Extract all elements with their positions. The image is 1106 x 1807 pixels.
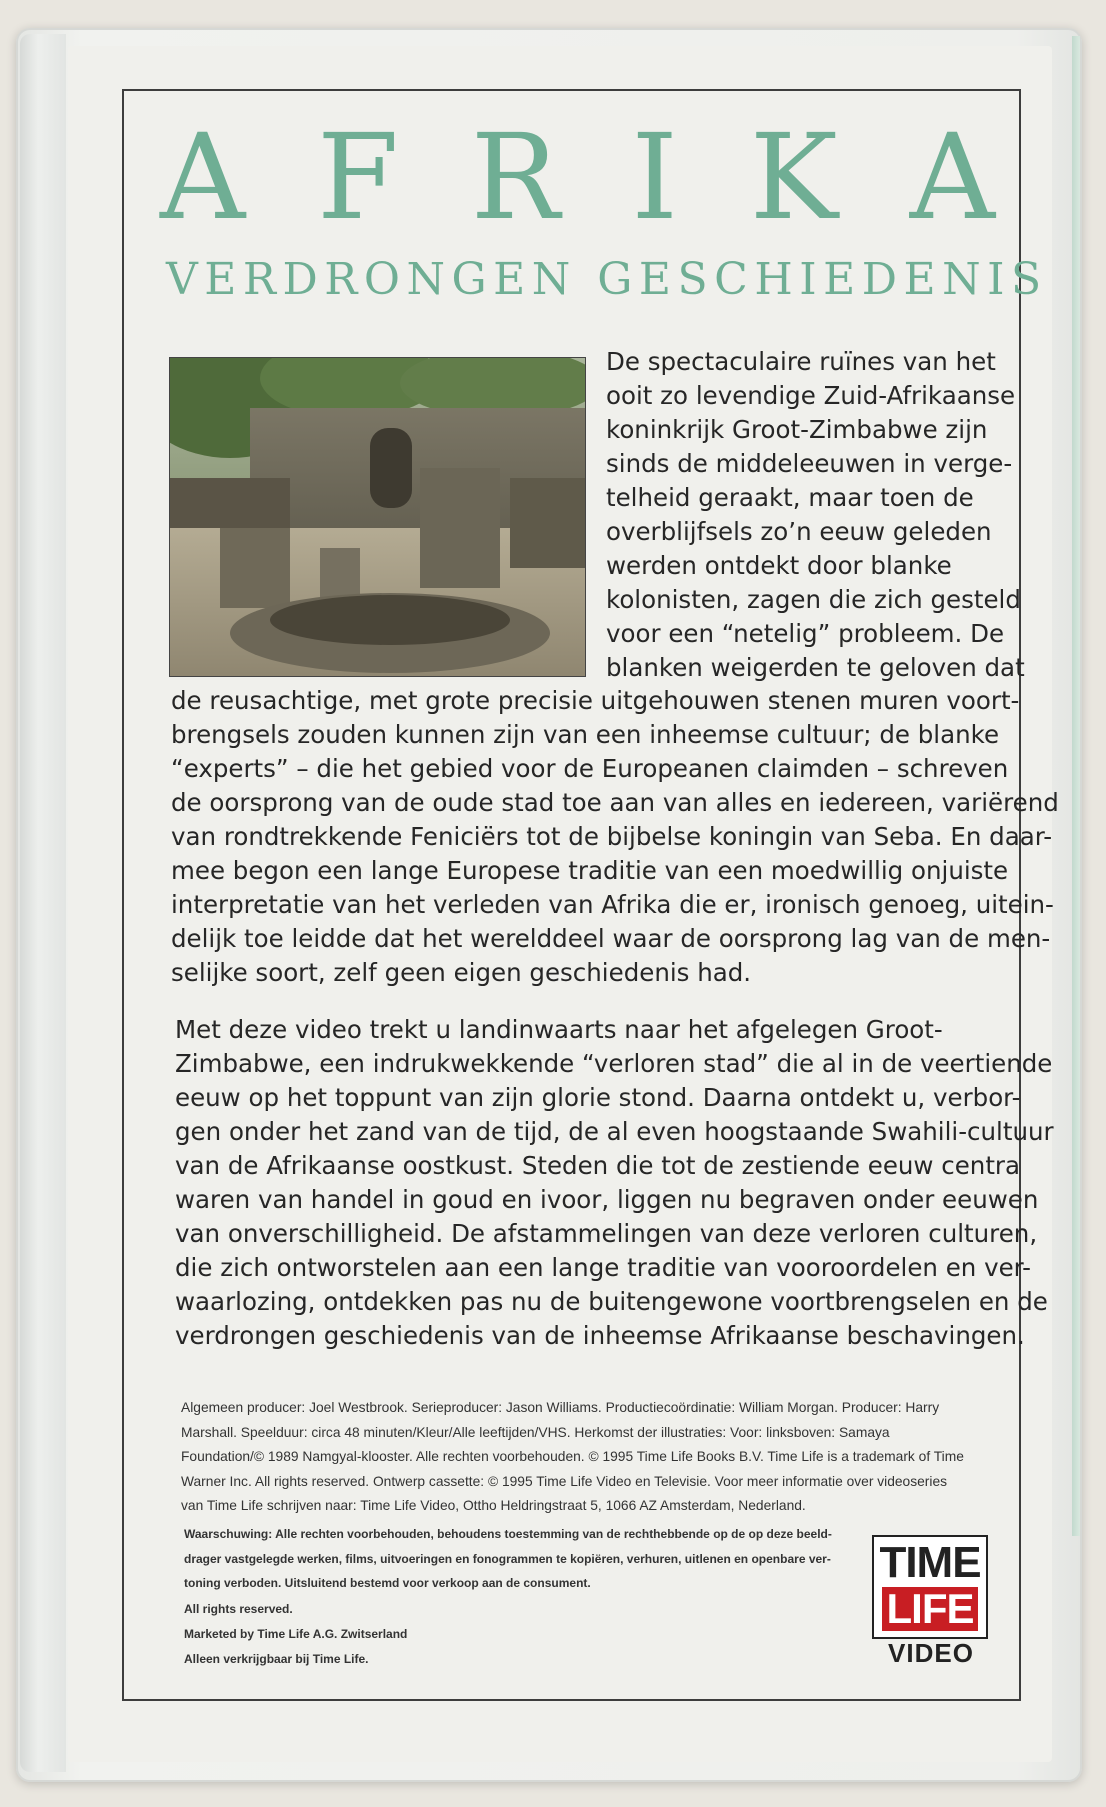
marketed-by-text: Marketed by Time Life A.G. Zwitserland [184, 1627, 408, 1641]
credits-line: Algemeen producer: Joel Westbrook. Serieproducer: Jason Williams. Productiecoördinatie: William Morgan. Producer: Harry [181, 1400, 940, 1415]
text-line: delijk toe leidde dat het werelddeel waar de oorsprong lag van de men- [171, 924, 1051, 953]
logo-time: TIME [879, 1538, 981, 1587]
text-line: gen onder het zand van de tijd, de al even hoogstaande Swahili-cultuur [175, 1117, 1054, 1146]
intro-paragraph-bottom [171, 684, 1059, 990]
text-line: “experts” – die het gebied voor de Europeanen claimden – schreven [171, 754, 1009, 783]
ruins-photo [169, 357, 586, 677]
text-line: waarlozing, ontdekken pas nu de buitengewone voortbrengselen en de [175, 1287, 1048, 1316]
title-letter: K [749, 108, 838, 246]
exclusive-text: Alleen verkrijgbaar bij Time Life. [184, 1652, 369, 1666]
text-line: Met deze video trekt u landinwaarts naar het afgelegen Groot- [175, 1015, 943, 1044]
cover-subtitle: VERDRONGEN GESCHIEDENIS [166, 254, 1048, 305]
case-edge [1072, 36, 1080, 1536]
text-line: overblijfsels zo’n eeuw geleden [606, 517, 992, 546]
text-line: voor een “netelig” probleem. De [606, 619, 1005, 648]
text-line: van onverschilligheid. De afstammelingen van deze verloren culturen, [175, 1219, 1038, 1248]
title-letter: R [470, 108, 560, 246]
warning-line: toning verboden. Uitsluitend bestemd voor verkoop aan de consument. [184, 1576, 591, 1590]
intro-paragraph-top [606, 345, 1025, 685]
text-line: koninkrijk Groot-Zimbabwe zijn [606, 415, 988, 444]
text-line: mee begon een lange Europese traditie van een moedwillig onjuiste [171, 856, 1009, 885]
second-paragraph [175, 1013, 1054, 1353]
text-line: brengsels zouden kunnen zijn van een inheemse cultuur; de blanke [171, 720, 1000, 749]
cover-title [160, 108, 995, 258]
text-line: de oorsprong van de oude stad toe aan van alles en iedereen, variërend [171, 788, 1059, 817]
text-line: kolonisten, zagen die zich gesteld [606, 585, 1021, 614]
text-line: sinds de middeleeuwen in verge- [606, 449, 1013, 478]
text-line: werden ontdekt door blanke [606, 551, 952, 580]
text-line: van de Afrikaanse oostkust. Steden die tot de zestiende eeuw centra [175, 1151, 1021, 1180]
text-line: van rondtrekkende Feniciërs tot de bijbelse koningin van Seba. En daar- [171, 822, 1053, 851]
text-line: verdrongen geschiedenis van de inheemse Afrikaanse beschavingen. [175, 1321, 1025, 1350]
text-line: selijke soort, zelf geen eigen geschiedenis had. [171, 958, 752, 987]
warning-line: Waarschuwing: Alle rechten voorbehouden, behoudens toestemming van de rechthebbende op de op deze beeld- [184, 1527, 832, 1541]
text-line: blanken weigerden te geloven dat [606, 653, 1025, 682]
logo-video: VIDEO [888, 1638, 974, 1668]
text-line: De spectaculaire ruïnes van het [606, 347, 996, 376]
title-letter: A [160, 108, 246, 246]
title-letter: F [317, 108, 399, 246]
time-life-video-logo [872, 1535, 990, 1668]
text-line: waren van handel in goud en ivoor, liggen nu begraven onder eeuwen [175, 1185, 1039, 1214]
warning-text [184, 1522, 854, 1596]
text-line: telheid geraakt, maar toen de [606, 483, 974, 512]
case-spine [20, 34, 66, 1772]
credits-line: Marshall. Speelduur: circa 48 minuten/Kleur/Alle leeftijden/VHS. Herkomst der illustraties: Voor: linksboven: Samaya [181, 1424, 890, 1440]
credits-text [181, 1396, 993, 1519]
text-line: ooit zo levendige Zuid-Afrikaanse [606, 381, 1016, 410]
text-line: interpretatie van het verleden van Afrika die er, ironisch genoeg, uitein- [171, 890, 1054, 919]
credits-line: Foundation/© 1989 Namgyal-klooster. Alle rechten voorbehouden. © 1995 Time Life Books B.V. Time Life is a trademark of Time [181, 1449, 964, 1464]
text-line: die zich ontworstelen aan een lange traditie van vooroordelen en ver- [175, 1253, 1032, 1282]
text-line: de reusachtige, met grote precisie uitgehouwen stenen muren voort- [171, 686, 1020, 715]
title-letter: I [631, 108, 678, 246]
all-rights-text: All rights reserved. [184, 1602, 293, 1616]
logo-life: LIFE [882, 1587, 978, 1631]
warning-line: drager vastgelegde werken, films, uitvoeringen en fonogrammen te kopiëren, verhuren, uitlenen en openbare ver- [184, 1551, 831, 1566]
credits-line: Warner Inc. All rights reserved. Ontwerp cassette: © 1995 Time Life Video en Televisie. Voor meer informatie over videoseries [181, 1473, 948, 1489]
text-line: eeuw op het toppunt van zijn glorie stond. Daarna ontdekt u, verbor- [175, 1083, 1021, 1112]
logo-box [872, 1535, 988, 1639]
text-line: Zimbabwe, een indrukwekkende “verloren stad” die al in de veertiende [175, 1049, 1053, 1078]
credits-line: van Time Life schrijven naar: Time Life Video, Ottho Heldringstraat 5, 1066 AZ Amsterdam, Nederland. [181, 1498, 806, 1513]
title-letter: A [909, 108, 995, 246]
